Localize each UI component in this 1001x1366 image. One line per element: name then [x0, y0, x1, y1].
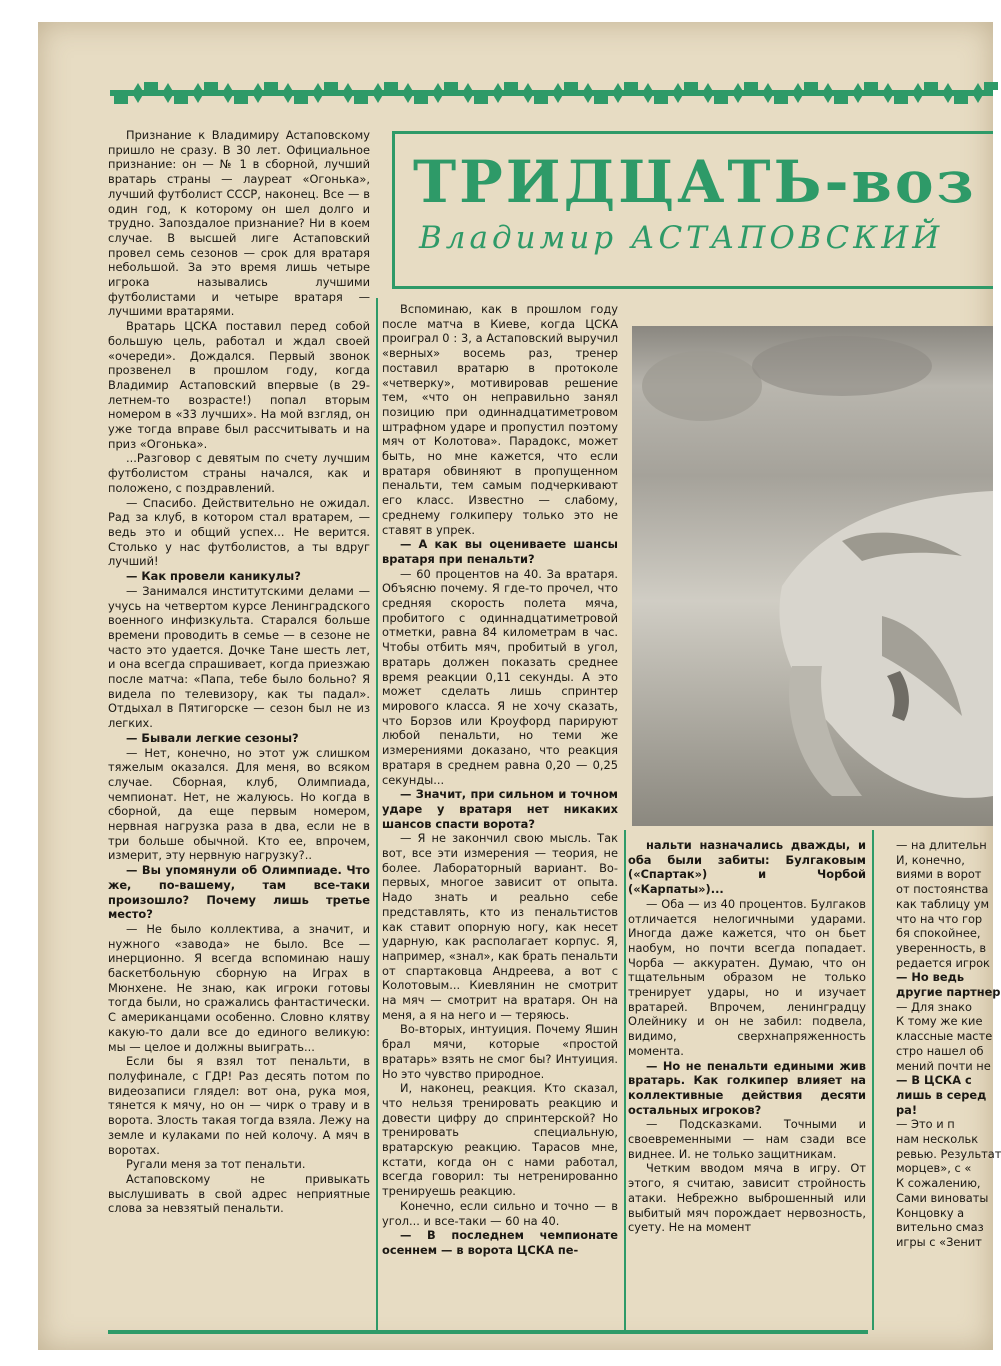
interview-question: лишь в серед: [896, 1087, 987, 1102]
article-paragraph: уверенность, в: [896, 940, 987, 955]
article-paragraph: игры с «Зенит: [896, 1234, 982, 1249]
article-paragraph: ревью. Результат: [896, 1146, 1001, 1161]
article-paragraph: — Я не закончил свою мысль. Так вот, все эти измерения — теория, не более. Лабораторный вариант. Во-первых, многое зависит от опыта. Надо знать и реально себе представлять, кто из пенальтистов как ставит опорную ногу, как несет ударную, как располагает корпус. Я, например, «знал», как брать пенальти от спартаковца Андреева, а вот с Колотовым... Киевлянин не смотрит на мяч — смотрит на вратаря. Он на меня, а я на него и — теряюсь.: [382, 831, 618, 1022]
article-paragraph: Конечно, если сильно и точно — в угол... и все-таки — 60 на 40.: [382, 1198, 618, 1228]
interview-question: — В последнем чемпионате осеннем — в ворота ЦСКА пе-: [382, 1228, 618, 1257]
article-paragraph: Четким вводом мяча в игру. От этого, я считаю, зависит стройность атаки. Небрежно выброшенный или выбитый мяч порождает нервозность, суету. Не на момент: [628, 1161, 866, 1235]
interview-question: — Но не пенальти едиными жив вратарь. Как голкипер влияет на коллективные действия десяти остальных игроков?: [628, 1058, 866, 1117]
article-paragraph: что на что гор: [896, 911, 983, 926]
article-paragraph: — Спасибо. Действительно не ожидал. Рад за клуб, в котором стал вратарем, — ведь это и общий успех... Не верится. Столько у нас футболистов, а ты вдруг лучший!: [108, 495, 370, 569]
article-paragraph: И, наконец, реакция. Кто сказал, что нельзя тренировать реакцию и довести цифру до спринтерской? Но тренировать специальную, вратарскую реакцию. Тарасов мне, кстати, когда он с нами работал, всегда говорил: ты нетренированно тренируешь реакцию.: [382, 1081, 618, 1199]
article-paragraph: редается игрок: [896, 955, 990, 970]
article-paragraph: — Не было коллектива, а значит, и нужного «завода» не было. Все — инерционно. Я всегда вспоминаю нашу баскетбольную сборную на Играх в Мюнхене. Не знаю, как игроки готовы тогда были, но сражались фантастически. С американцами особенно. Словно клятву какую-то дали все до единого великую: мы — целое и должны выиграть...: [108, 921, 370, 1054]
article-paragraph: — Нет, конечно, но этот уж слишком тяжелым оказался. Для меня, во всяком случае. Сборная, клуб, Олимпиада, чемпионат. Нет, не жалуюсь. Но когда в сборной, да еще первым номером, нервная нагрузка раза в два, если не в три больше обычной. Кто ее, впрочем, измерит, эту нервную нагрузку?..: [108, 745, 370, 863]
interview-question: — Значит, при сильном и точном ударе у вратаря нет никаких шансов спасти ворота?: [382, 787, 618, 831]
article-paragraph: виями в ворот: [896, 867, 982, 882]
article-paragraph: бя спокойнее,: [896, 926, 981, 941]
article-paragraph: от постоянства: [896, 882, 989, 897]
interview-question: нальти назначались дважды, и оба были забиты: Булгаковым («Спартак») и Чорбой («Карпаты»)...: [628, 838, 866, 897]
headline-box: [392, 131, 993, 289]
interview-question: ра!: [896, 1102, 918, 1117]
article-paragraph: — Подсказками. Точными и своевременными — нам сзади все виднее. И. не только защитникам.: [628, 1117, 866, 1161]
article-paragraph: — на длительн: [896, 838, 987, 852]
article-paragraph: Ругали меня за тот пенальти.: [126, 1157, 306, 1172]
article-paragraph: нам нескольк: [896, 1132, 979, 1147]
article-paragraph: Во-вторых, интуиция. Почему Яшин брал мячи, которые «простой вратарь» взять не смог бы? Интуиция. Но это чувство природное.: [382, 1022, 618, 1081]
article-paragraph: — Это и п: [896, 1117, 955, 1132]
article-paragraph: Астаповскому не привыкать выслушивать в свой адрес неприятные слова за невзятый пенальти.: [108, 1171, 370, 1216]
interview-question: другие партнер: [896, 985, 1001, 1000]
article-paragraph: Если бы я взял тот пенальти, в полуфинале, с ГДР! Раз десять потом по видеозаписи глядел: вот она, рука моя, тянется к мячу, но он — чирк о траву и в ворота. Злость такая тогда взяла. Лежу на земле и кулаками по ней колочу. А мяч в воротах.: [108, 1054, 370, 1157]
article-paragraph: Вспоминаю, как в прошлом году после матча в Киеве, когда ЦСКА проиграл 0 : 3, а Астаповский выручил «верных» восемь раз, тренер поставил вратарю в протоколе «четверку», мотивировав решение тем, «что он неправильно занял позицию при одиннадцатиметровом штрафном ударе и пропустил поэтому мяч от Колотова». Парадокс, может быть, но мне кажется, что если вратаря обвиняют в пропущенном пенальти, тем самым подчеркивают его класс. Известно — слабому, среднему голкиперу только это не ставят в упрек.: [382, 302, 618, 537]
article-column-2: [382, 302, 618, 1332]
article-paragraph: — Занимался институтскими делами — учусь на четвертом курсе Ленинградского военного инфизкульта. Старался больше времени проводить в семье — в сезоне не часто это удается. Дочке Тане шесть лет, и она всегда спрашивает, когда приезжаю после матча: «Папа, тебе было больно? Я видела по телевизору, как ты падал». Отдыхал в Пятигорске — сезон был не из легких.: [108, 583, 370, 731]
article-column-1: [108, 128, 370, 1330]
interview-question: — Но ведь: [896, 970, 965, 985]
article-paragraph: Сами виноваты: [896, 1190, 989, 1205]
green-ornament-border: [110, 78, 993, 108]
article-paragraph: стро нашел об: [896, 1043, 984, 1058]
column-rule: [624, 830, 626, 1330]
article-paragraph: как таблицу ум: [896, 896, 990, 911]
column-rule: [872, 830, 874, 1330]
interview-question: — А как вы оцениваете шансы вратаря при пенальти?: [382, 537, 618, 566]
article-column-3: [628, 838, 866, 1330]
article-paragraph: — Для знако: [896, 999, 972, 1014]
interview-question: — Вы упомянули об Олимпиаде. Что же, по-вашему, там все-таки произошло? Почему лишь третье место?: [108, 863, 370, 922]
article-paragraph: ...Разговор с девятым по счету лучшим футболистом страны начался, как и положено, с поздравлений.: [108, 451, 370, 495]
goalkeeper-figure-icon: [632, 326, 993, 826]
article-paragraph: Признание к Владимиру Астаповскому пришло не сразу. В 30 лет. Официальное признание: он — № 1 в сборной, лучший вратарь страны — лауреат «Огонька», лучший футболист СССР, наконец. Все — в один год, к которому он шел долго и трудно. Запоздалое признание? Ни в коем случае. В высшей лиге Астаповский провел семь сезонов — срок для вратаря небольшой. За это время лишь четыре игрока назывались лучшими футболистами и четыре вратаря — лучшими вратарями.: [108, 128, 370, 319]
column-rule: [376, 298, 378, 1330]
article-paragraph: К сожалению,: [896, 1176, 981, 1191]
article-paragraph: Концовку а: [896, 1205, 965, 1220]
interview-question: — Как провели каникулы?: [126, 569, 301, 584]
article-paragraph: классные масте: [896, 1029, 993, 1044]
interview-question: — В ЦСКА с: [896, 1073, 972, 1088]
article-paragraph: Вратарь ЦСКА поставил перед собой большую цель, работал и ждал своей «очереди». Дождался. Первый звонок прозвенел в прошлом году, когда Владимир Астаповский впервые (в 29-летнем-то возрасте!) попал вторым номером в «33 лучших». На мой взгляд, он уже тогда вправе был рассчитывать и на приз «Огонька».: [108, 319, 370, 451]
article-paragraph: вительно смаз: [896, 1220, 984, 1235]
byline: Владимир АСТАПОВСКИЙ: [419, 220, 944, 256]
article-paragraph: — 60 процентов на 40. За вратаря. Объясню почему. Я где-то прочел, что средняя скорость полета мяча, пробитого с одиннадцатиметровой отметки, равна 84 километрам в час. Чтобы отбить мяч, пробитый в угол, вратарь должен показать среднее время реакции 0,11 секунды. А это может сделать лишь спринтер мирового класса. Я не хочу сказать, что Борзов или Кроуфорд парируют любой пенальти, но теми же измерениями доказано, что реакция вратаря в среднем равна 0,20 — 0,25 секунды...: [382, 566, 618, 787]
goalkeeper-photo: [632, 326, 993, 826]
article-paragraph: К тому же кие: [896, 1014, 983, 1029]
article-paragraph: мений почти не: [896, 1058, 991, 1073]
bottom-rule: [108, 1330, 868, 1334]
interview-question: — Бывали легкие сезоны?: [126, 730, 299, 745]
article-paragraph: морцев», с «: [896, 1161, 972, 1176]
article-paragraph: И, конечно,: [896, 852, 965, 867]
headline: ТРИДЦАТЬ-воз: [413, 148, 977, 216]
article-paragraph: — Оба — из 40 процентов. Булгаков отличается нелогичными ударами. Иногда даже кажется, что он бьет наобум, но почти всегда попадает. Чорба — аккуратен. Думаю, что он тщательным образом не только тренирует удары, но и изучает вратарей. Впрочем, ленинградцу Олейнику и он не забил: подвела, видимо, сверхнапряженность момента.: [628, 896, 866, 1058]
article-column-4: [878, 838, 1001, 1330]
